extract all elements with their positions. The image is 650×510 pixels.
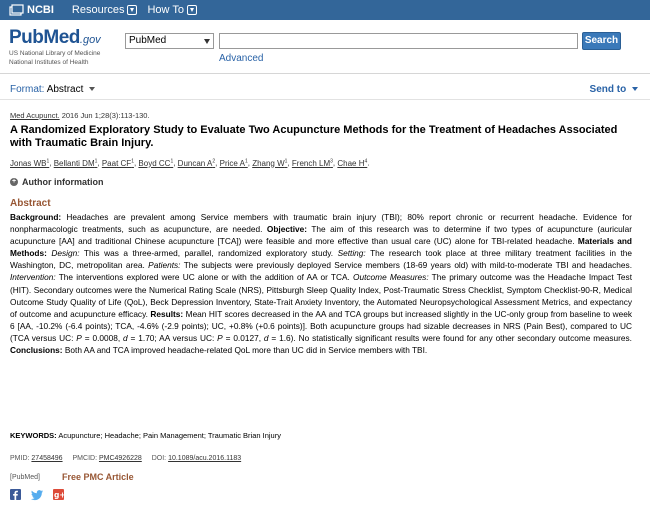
author-list: Jonas $WB^1$, Bellanti $DM^1$, Paat $CF^1$, Boyd $CC^1$, Duncan $A^2$, Price $A^1$, Zhang $W^1$, French $LM^3$, Chae $H^4$. — [10, 158, 370, 168]
social-share — [10, 489, 74, 500]
pubmed-logo[interactable] — [9, 27, 101, 67]
pubmed-logo-gov: .gov — [79, 34, 101, 46]
pmcid-label: PMCID: — [72, 455, 98, 462]
how-to-menu[interactable] — [147, 4, 196, 16]
top-menu — [72, 4, 207, 16]
dropdown-arrow-icon — [204, 39, 210, 44]
journal-link[interactable]: Med Acupunct. — [10, 111, 60, 120]
format-value: Abstract — [46, 84, 84, 95]
pmid-label: PMID: — [10, 455, 30, 462]
database-select-value: PubMed — [129, 35, 167, 46]
author-link[interactable]: Zhang $W^1$ — [252, 158, 288, 168]
twitter-icon[interactable] — [31, 490, 43, 500]
article-identifiers — [10, 455, 241, 462]
format-bar — [0, 80, 650, 100]
nih-subtitle: National Institutes of Health — [9, 59, 89, 66]
citation-details: 2016 Jun 1;28(3):113-130. — [59, 111, 150, 120]
ncbi-logo-icon — [10, 5, 23, 16]
search-button[interactable]: Search — [582, 32, 621, 50]
svg-text:g+: g+ — [54, 490, 66, 500]
ncbi-logo[interactable] — [10, 4, 54, 16]
author-link[interactable]: Jonas $WB^1$ — [10, 158, 50, 168]
chevron-down-icon — [632, 87, 638, 91]
plus-icon: + — [11, 178, 17, 185]
send-to-menu[interactable] — [590, 84, 638, 95]
google-plus-icon[interactable] — [53, 489, 64, 500]
pubmed-logo-word: PubMed — [9, 27, 80, 48]
keywords-label: KEYWORDS: — [10, 431, 57, 440]
pubmed-header — [0, 20, 650, 74]
author-information-toggle[interactable] — [10, 177, 104, 187]
chevron-down-icon — [89, 87, 95, 91]
resources-menu[interactable] — [72, 4, 138, 16]
author-link[interactable]: Paat $CF^1$ — [101, 158, 134, 168]
send-to-label: Send to — [589, 84, 627, 95]
author-link[interactable]: French $LM^3$ — [291, 158, 333, 168]
publication-type-row — [10, 472, 134, 482]
ncbi-logo-text: NCBI — [27, 4, 54, 16]
author-information-label: Author information — [22, 177, 104, 187]
ncbi-top-bar — [0, 0, 650, 20]
abstract-heading: Abstract — [10, 198, 51, 209]
doi-label: DOI: — [151, 455, 167, 462]
nlm-subtitle: US National Library of Medicine — [9, 50, 101, 57]
format-label: Format: — [10, 84, 45, 95]
citation — [10, 111, 150, 120]
article-title: A Randomized Exploratory Study to Evaluate Two Acupuncture Methods for the Treatment of Headaches Associated with Traumatic Brain Injury. — [10, 124, 618, 149]
database-select[interactable] — [125, 33, 214, 49]
pmid-link[interactable]: 27458496 — [31, 455, 63, 462]
free-pmc-article-link[interactable]: Free PMC Article — [61, 472, 134, 482]
how-to-label: How To — [147, 4, 184, 16]
keywords-list: Acupuncture; Headache; Pain Management; Traumatic Brian Injury — [56, 431, 281, 440]
publication-type: [PubMed] — [10, 473, 40, 481]
author-link[interactable]: Chae $H^4$ — [337, 158, 368, 168]
resources-label: Resources — [71, 4, 125, 16]
author-link[interactable]: Bellanti $DM^1$ — [53, 158, 98, 168]
author-link[interactable]: Price $A^1$ — [219, 158, 248, 168]
search-input[interactable] — [219, 33, 578, 49]
abstract-text: Background: Headaches are prevalent among Service members with traumatic brain injury (TBI); 80% report chronic or recurrent headache. Evidence for nonpharmacologic treatments, such as acupuncture, are needed. Objective: The aim of this research was to determine if two types of acupuncture (auricular acupuncture [AA] and traditional Chinese acupuncture [TCA]) were feasible and more effective than usual care (UC) alone for TBI-related headache. Materials and Methods: Design: This was a three-armed, parallel, randomized exploratory study. Setting: The research took place at three military treatment facilities in the Washington, DC, metropolitan area. Patients: The subjects were previously deployed Service members (18-69 years old) with mild-to-moderate TBI and headaches. Intervention: The interventions explored were UC alone or with the addition of AA or TCA. Outcome Measures: The primary outcome was the Headache Impact Test (HIT). Secondary outcomes were the Numerical Rating Scale (NRS), Pittsburgh Sleep Quality Index, Post-Traumatic Stress Checklist, Symptom Checklist-90-R, Medical Outcome Study Quality of Life (QoL), Beck Depression Inventory, State-Trait Anxiety Inventory, the Automated Neuropsychological Assessment Metrics, and expectancy of outcome and acupuncture efficacy. Results: Mean HIT scores decreased in the AA and TCA groups but increased slightly in the UC-only group from baseline to week 6 [AA, -10.2% (-6.4 points); TCA, -4.6% (-2.9 points); UC, +0.8% (+0.6 points)]. Both acupuncture groups had sizable decreases in NRS (Pain Best), compared to UC (TCA versus UC: P = 0.0008, d = 1.70; AA versus UC: P = 0.0127, d = 1.6). No statistically significant results were found for any other secondary outcome measures. Conclusions: Both AA and TCA improved headache-related QoL more than UC did in Service members with TBI. — [10, 212, 633, 356]
chevron-down-icon — [127, 5, 137, 15]
format-selector[interactable] — [10, 84, 95, 95]
advanced-search-link[interactable]: Advanced — [219, 53, 264, 64]
chevron-down-icon — [187, 5, 197, 15]
doi-link[interactable]: 10.1089/acu.2016.1183 — [168, 455, 242, 462]
pmcid-link[interactable]: PMC4926228 — [98, 455, 142, 462]
author-link[interactable]: Duncan $A^2$ — [177, 158, 216, 168]
keywords — [10, 431, 281, 440]
author-link[interactable]: Boyd $CC^1$ — [138, 158, 174, 168]
facebook-icon[interactable] — [10, 489, 21, 500]
